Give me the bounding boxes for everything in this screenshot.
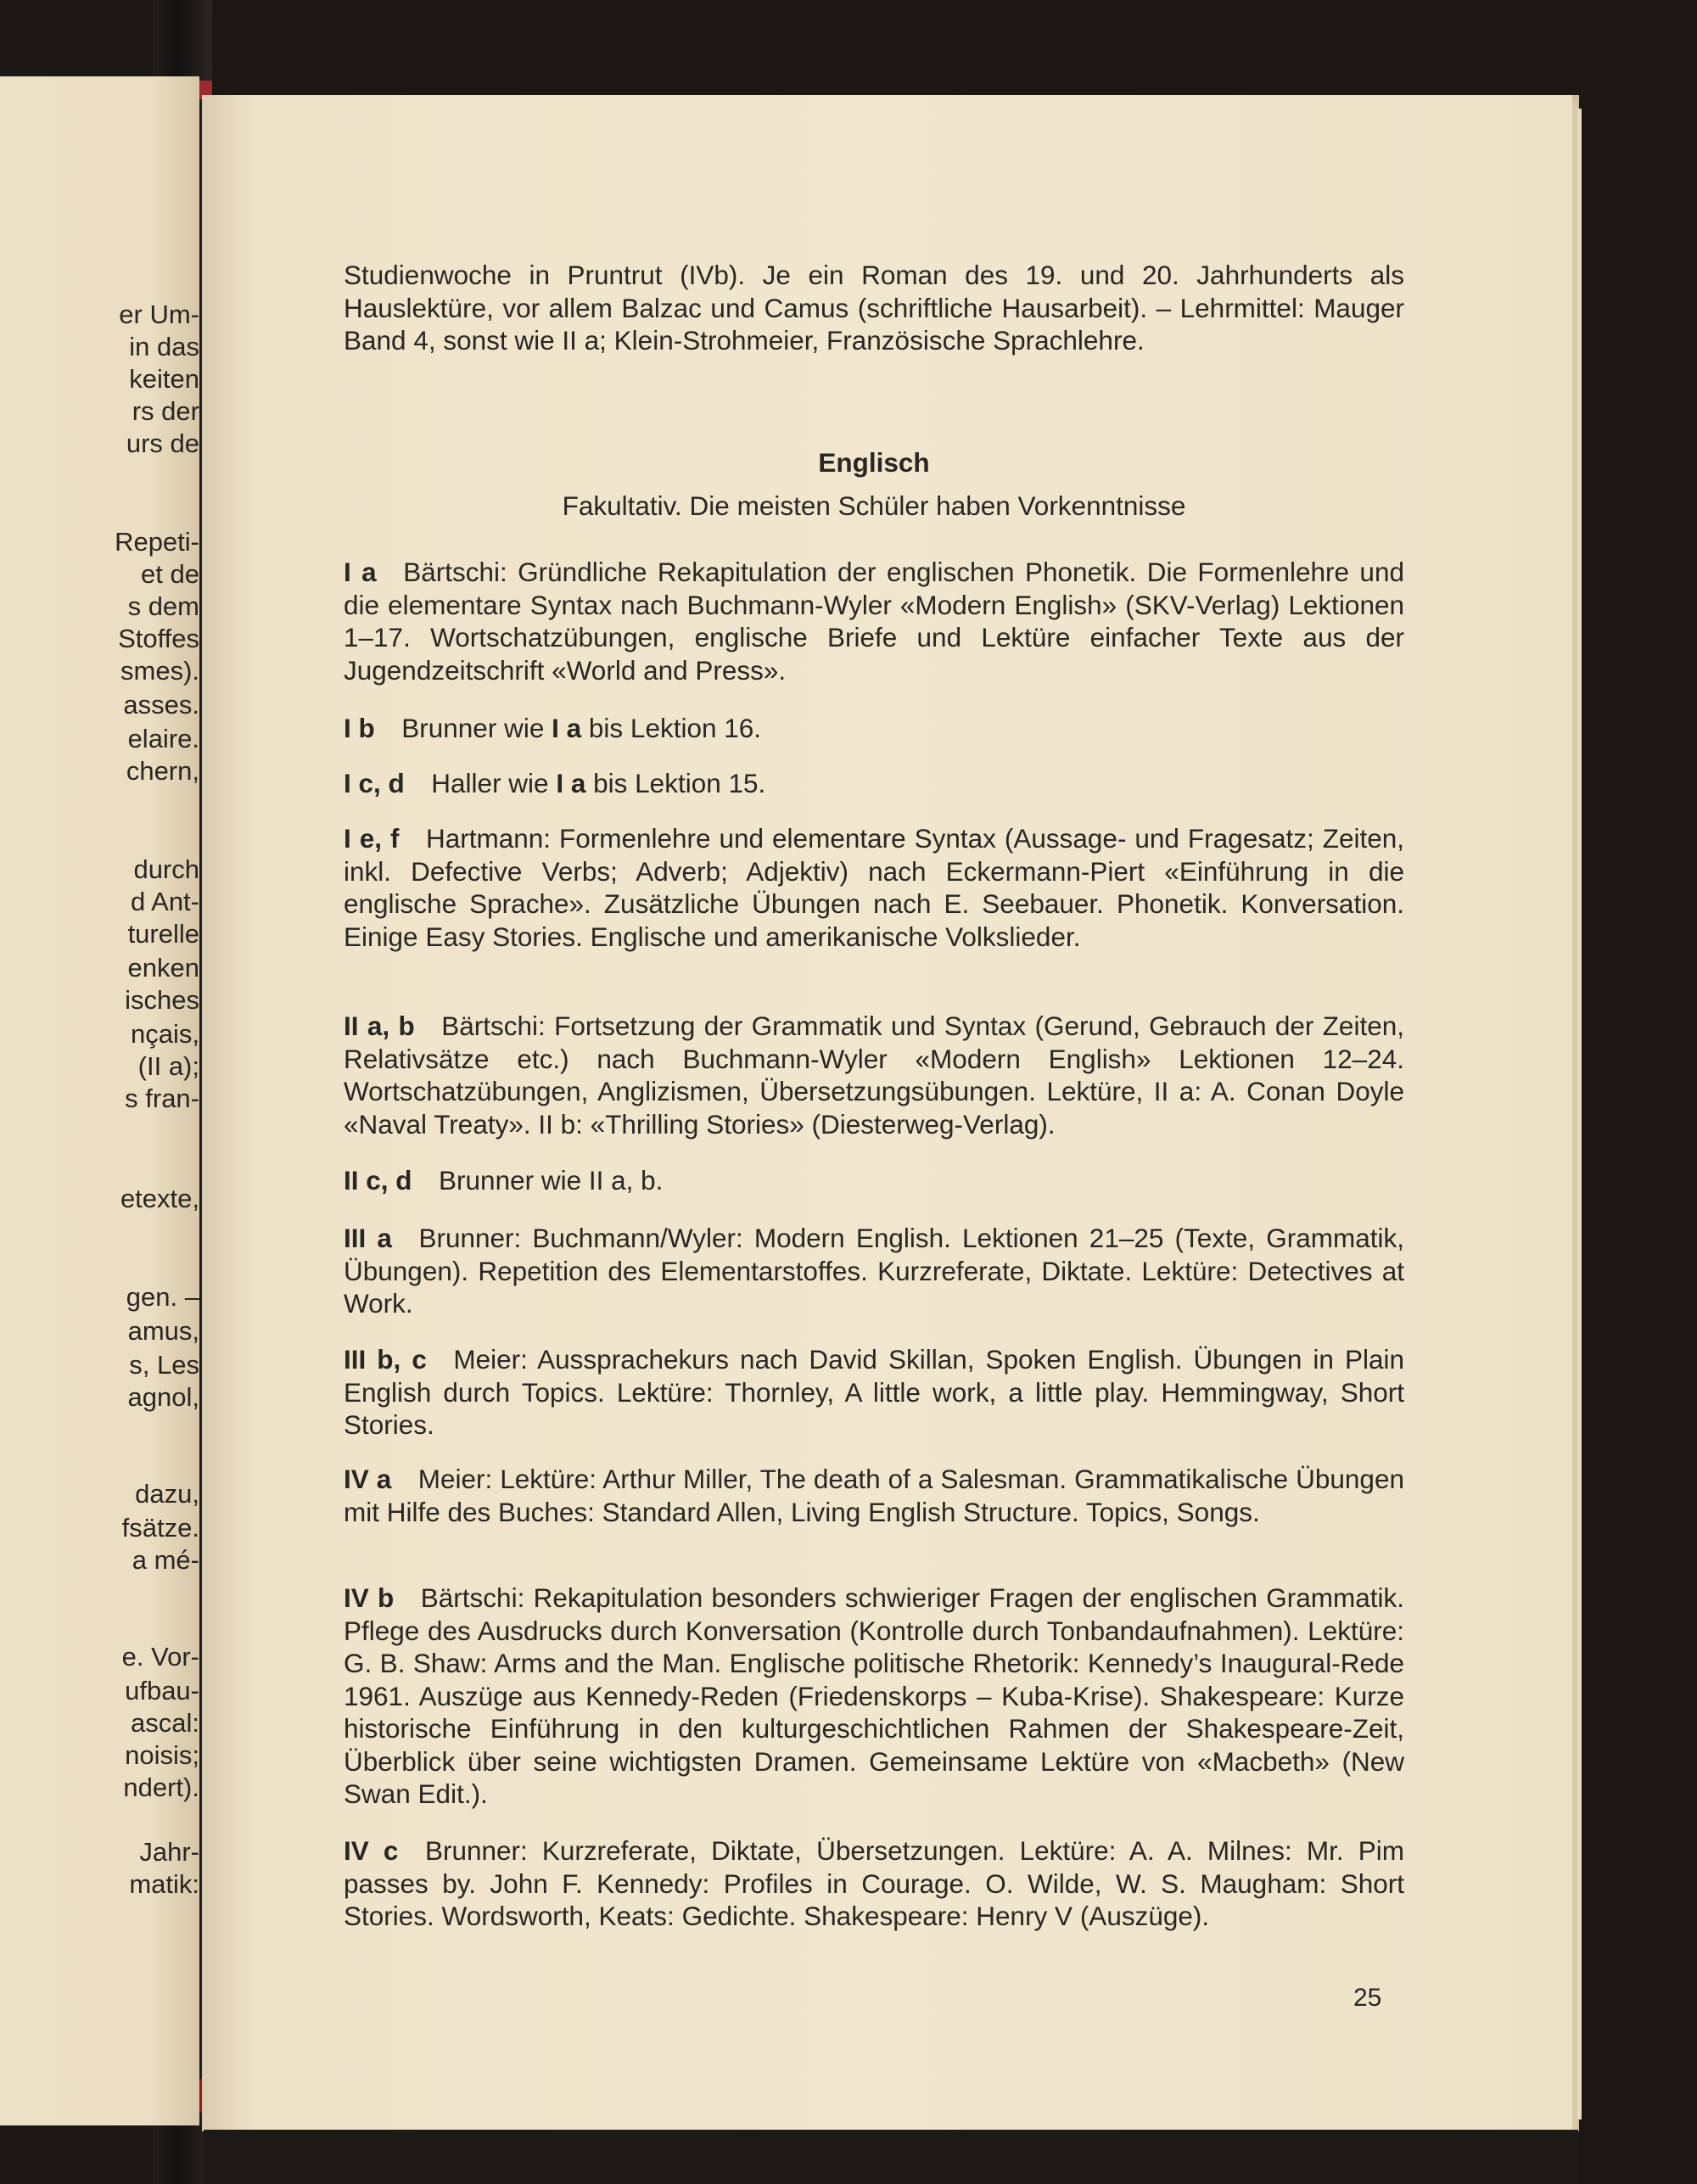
left-page-line: nçais,	[131, 1019, 199, 1049]
left-page-line: durch	[133, 854, 199, 884]
intro-text: Studienwoche in Pruntrut (IVb). Je ein Roman des 19. und 20. Jahrhunderts als Hauslektüre, vor allem Balzac und Camus (schriftliche Hausarbeit). – Lehrmittel: Mauger Band 4, sonst wie II a; Klein-Strohmeier, Französische Sprachlehre.	[344, 260, 1404, 356]
left-page-line: fsätze.	[121, 1513, 199, 1543]
course-entry-paragraph	[344, 1010, 1404, 1140]
course-entry	[344, 822, 1404, 953]
course-entry	[344, 1582, 1404, 1811]
left-page-line: d Ant-	[131, 887, 199, 916]
class-reference: I a	[552, 713, 582, 743]
class-label: IV b	[344, 1582, 395, 1613]
left-page-line: gen. –	[126, 1282, 199, 1312]
course-description: Bärtschi: Rekapitulation besonders schwieriger Fragen der englischen Grammatik. Pflege des Ausdrucks durch Konversation (Kontrolle durch Tonbandaufnahmen). Lektüre: G. B. Shaw: Arms and the Man. Englische politische Rhetorik: Kennedy’s Inaugural-Rede 1961. Auszüge aus Kennedy-Reden (Friedenskorps – Kuba-Krise). Shakespeare: Kurze historische Einführung in den kulturgeschichtlichen Rahmen der Shakespeare-Zeit, Überblick über seine wichtigsten Dramen. Gemeinsame Lektüre von «Macbeth» (New Swan Edit.).	[344, 1582, 1404, 1809]
class-label: I c, d	[344, 768, 405, 798]
course-entry-paragraph	[344, 712, 1404, 745]
course-entry	[344, 556, 1404, 686]
left-page-line: s dem	[127, 591, 199, 621]
class-label: I b	[344, 713, 375, 743]
left-page-line: er Um-	[119, 300, 199, 329]
left-page-line: ndert).	[123, 1772, 199, 1802]
left-page-line: chern,	[126, 756, 199, 786]
left-page-line: smes).	[120, 656, 199, 686]
course-entry-paragraph	[344, 1222, 1404, 1320]
course-description: Bärtschi: Fortsetzung der Grammatik und Syntax (Gerund, Gebrauch der Zeiten, Relativsätze etc.) nach Buchmann-Wyler «Modern English» Lektionen 12–24. Wortschatzübungen, Anglizismen, Übersetzungsübungen. Lektüre, II a: A. Conan Doyle «Naval Treaty». II b: «Thrilling Stories» (Diesterweg-Verlag).	[344, 1011, 1404, 1140]
left-page-line: ufbau-	[125, 1676, 199, 1705]
course-description: Meier: Aussprachekurs nach David Skillan, Spoken English. Übungen in Plain English durch Topics. Lektüre: Thornley, A little work, a little play. Hemmingway, Short Stories.	[344, 1344, 1404, 1440]
left-page-line: etexte,	[120, 1184, 199, 1213]
course-entry-paragraph	[344, 1834, 1404, 1933]
left-page-line: amus,	[127, 1316, 199, 1346]
section-subtitle: Fakultativ. Die meisten Schüler haben Vorkenntnisse	[562, 490, 1186, 521]
course-entry-paragraph	[344, 767, 1404, 800]
left-page-line: s fran-	[125, 1084, 199, 1113]
intro-paragraph	[344, 259, 1404, 357]
course-description: Brunner: Kurzreferate, Diktate, Übersetzungen. Lektüre: A. A. Milnes: Mr. Pim passes by. John F. Kennedy: Profiles in Courage. O. Wilde, W. S. Maugham: Short Stories. Wordsworth, Keats: Gedichte. Shakespeare: Henry V (Auszüge).	[344, 1835, 1404, 1931]
course-entry-paragraph	[344, 1463, 1404, 1528]
course-description-end: bis Lektion 16.	[588, 713, 762, 743]
page-bottom-shadow	[204, 2130, 1578, 2184]
course-entry	[344, 1834, 1404, 1933]
left-page-line: keiten	[129, 364, 199, 394]
page-edge-inner	[1577, 109, 1582, 2120]
course-description: Brunner wie	[401, 713, 545, 743]
left-page-line: matik:	[129, 1869, 199, 1899]
left-page-line: turelle	[127, 919, 199, 949]
course-entry	[344, 1343, 1404, 1442]
left-page-line: rs der	[132, 396, 199, 426]
left-page-line: Jahr-	[139, 1837, 199, 1867]
class-label: IV a	[344, 1464, 392, 1494]
left-page-line: dazu,	[135, 1479, 199, 1509]
left-page-line: (II a);	[137, 1051, 199, 1081]
course-entry	[344, 1010, 1404, 1140]
left-page-line: Repeti-	[115, 527, 199, 557]
course-entry	[344, 712, 1404, 745]
course-entry-paragraph	[344, 822, 1404, 953]
course-description: Brunner: Buchmann/Wyler: Modern English. Lektionen 21–25 (Texte, Grammatik, Übungen). Repetition des Elementarstoffes. Kurzreferate, Diktate. Lektüre: Detectives at Work.	[344, 1223, 1404, 1319]
class-label: II a, b	[344, 1011, 415, 1041]
course-entry	[344, 767, 1404, 800]
left-page-line: e. Vor-	[121, 1642, 199, 1672]
left-page-fragment	[0, 76, 199, 2125]
course-description: Haller wie	[431, 768, 549, 798]
class-label: III a	[344, 1223, 392, 1253]
course-description: Meier: Lektüre: Arthur Miller, The death of a Salesman. Grammatikalische Übungen mit Hilfe des Buches: Standard Allen, Living English Structure. Topics, Songs.	[344, 1464, 1404, 1527]
left-page-line: isches	[125, 985, 199, 1015]
left-page-line: a mé-	[132, 1545, 199, 1575]
left-page-line: enken	[127, 953, 199, 983]
left-page-line: asses.	[123, 690, 199, 720]
left-page-line: Stoffes	[118, 624, 199, 653]
left-page-line: in das	[129, 332, 199, 361]
course-entry-paragraph	[344, 1343, 1404, 1442]
course-entry	[344, 1164, 1404, 1197]
left-page-line: s, Les	[129, 1350, 199, 1380]
left-page-line: et de	[141, 559, 199, 589]
class-label: I e, f	[344, 823, 400, 854]
course-description-end: bis Lektion 15.	[593, 768, 766, 798]
course-entry	[344, 1463, 1404, 1528]
left-page-line: ascal:	[131, 1708, 199, 1738]
page-number: 25	[1353, 1984, 1382, 2012]
section-title: Englisch	[818, 447, 930, 478]
class-reference: I a	[556, 768, 586, 798]
course-description: Hartmann: Formenlehre und elementare Syntax (Aussage- und Fragesatz; Zeiten, inkl. Defective Verbs; Adverb; Adjektiv) nach Eckermann-Piert «Einführung in die englische Sprache». Zusätzliche Übungen nach E. Seebauer. Phonetik. Konversation. Einige Easy Stories. Englische und amerikanische Volkslieder.	[344, 823, 1404, 952]
class-label: IV c	[344, 1835, 399, 1866]
left-page-line: elaire.	[127, 724, 199, 753]
course-entry	[344, 1222, 1404, 1320]
left-page-line: urs de	[126, 428, 199, 458]
course-entry-paragraph	[344, 556, 1404, 686]
course-description: Brunner wie II a, b.	[439, 1165, 664, 1196]
left-page-line: noisis;	[125, 1740, 199, 1770]
course-entry-paragraph	[344, 1582, 1404, 1811]
course-entry-paragraph	[344, 1164, 1404, 1197]
left-page-line: agnol,	[127, 1382, 199, 1412]
class-label: II c, d	[344, 1165, 412, 1196]
class-label: I a	[344, 557, 377, 587]
course-description: Bärtschi: Gründliche Rekapitulation der englischen Phonetik. Die Formenlehre und die elementare Syntax nach Buchmann-Wyler «Modern English» (SKV-Verlag) Lektionen 1–17. Wortschatzübungen, englische Briefe und Lektüre einfacher Texte aus der Jugendzeitschrift «World and Press».	[344, 557, 1404, 686]
class-label: III b, c	[344, 1344, 427, 1375]
